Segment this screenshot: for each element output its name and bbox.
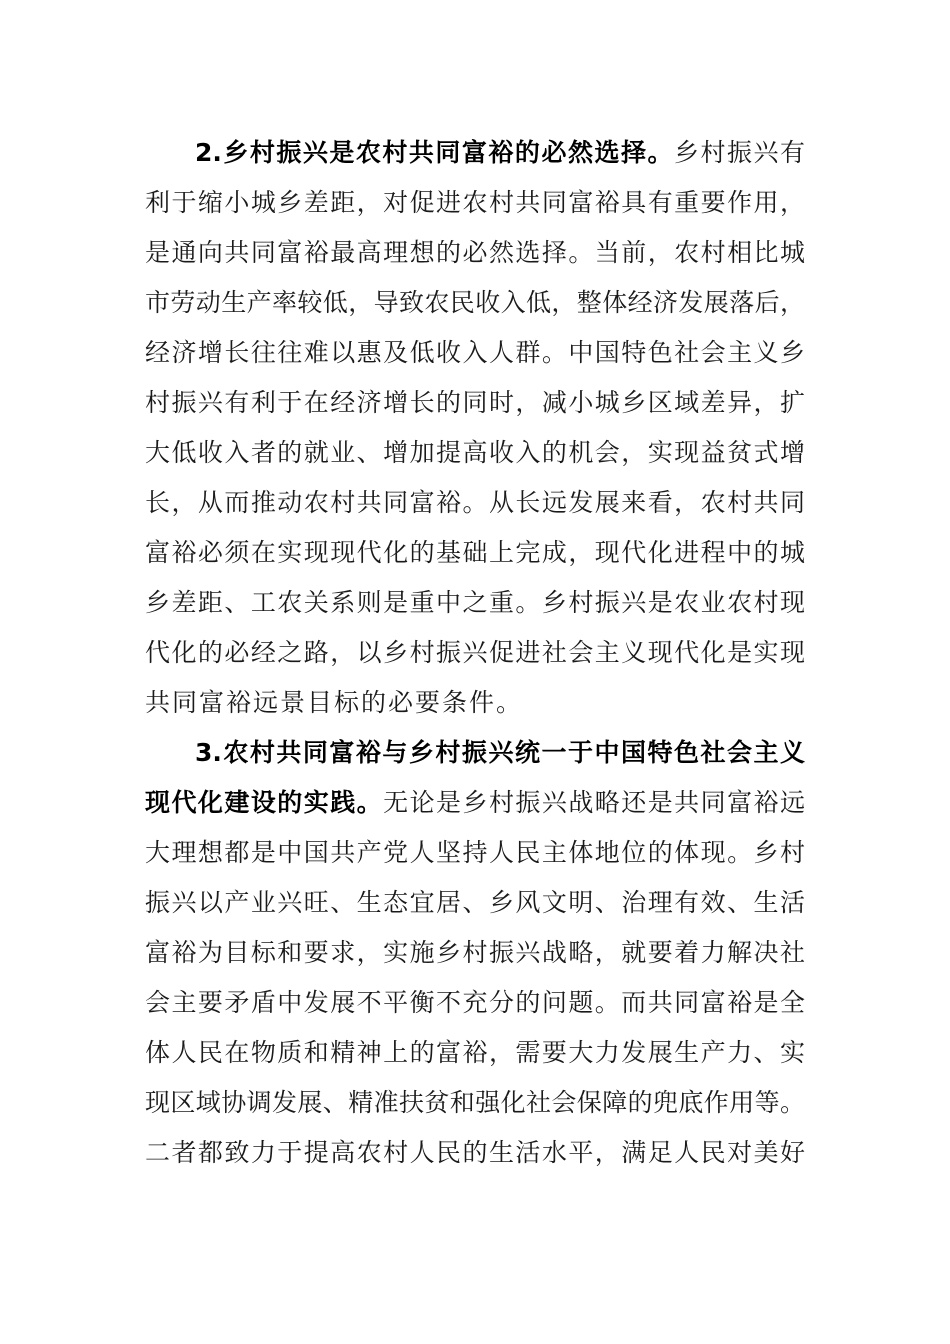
paragraph-line: 乡差距、工农关系则是重中之重。乡村振兴是农业农村现 <box>145 588 805 617</box>
paragraph-line: 经济增长往往难以惠及低收入人群。中国特色社会主义乡 <box>145 338 805 367</box>
paragraph-line: 富裕必须在实现现代化的基础上完成，现代化进程中的城 <box>145 538 805 567</box>
section-heading: 2.乡村振兴是农村共同富裕的必然选择。 <box>195 138 674 167</box>
paragraph-line: 现区域协调发展、精准扶贫和强化社会保障的兜底作用等。 <box>145 1088 805 1117</box>
paragraph-line: 共同富裕远景目标的必要条件。 <box>145 688 524 717</box>
paragraph-line: 市劳动生产率较低，导致农民收入低，整体经济发展落后， <box>145 288 805 317</box>
paragraph-line: 村振兴有利于在经济增长的同时，减小城乡区域差异，扩 <box>145 388 805 417</box>
paragraph-line: 振兴以产业兴旺、生态宜居、乡风文明、治理有效、生活 <box>145 888 805 917</box>
paragraph-line: 会主要矛盾中发展不平衡不充分的问题。而共同富裕是全 <box>145 988 805 1017</box>
paragraph-line: 大低收入者的就业、增加提高收入的机会，实现益贫式增 <box>145 438 805 467</box>
paragraph-text: 无论是乡村振兴战略还是共同富裕远 <box>383 788 805 817</box>
paragraph-line: 长，从而推动农村共同富裕。从长远发展来看，农村共同 <box>145 488 805 517</box>
paragraph-line <box>195 128 805 178</box>
paragraph-text: 乡村振兴有 <box>673 138 805 167</box>
paragraph-line <box>195 728 805 778</box>
section-heading: 3.农村共同富裕与乡村振兴统一于中国特色社会主义 <box>195 738 805 767</box>
paragraph-line: 利于缩小城乡差距，对促进农村共同富裕具有重要作用， <box>145 188 805 217</box>
paragraph-line: 体人民在物质和精神上的富裕，需要大力发展生产力、实 <box>145 1038 805 1067</box>
paragraph-line <box>145 778 805 828</box>
paragraph-line: 是通向共同富裕最高理想的必然选择。当前，农村相比城 <box>145 238 805 267</box>
paragraph-line: 二者都致力于提高农村人民的生活水平，满足人民对美好 <box>145 1138 805 1167</box>
paragraph-line: 大理想都是中国共产党人坚持人民主体地位的体现。乡村 <box>145 838 805 867</box>
paragraph-line: 富裕为目标和要求，实施乡村振兴战略，就要着力解决社 <box>145 938 805 967</box>
paragraph-line: 代化的必经之路，以乡村振兴促进社会主义现代化是实现 <box>145 638 805 667</box>
section-heading-continued: 现代化建设的实践。 <box>145 788 384 817</box>
